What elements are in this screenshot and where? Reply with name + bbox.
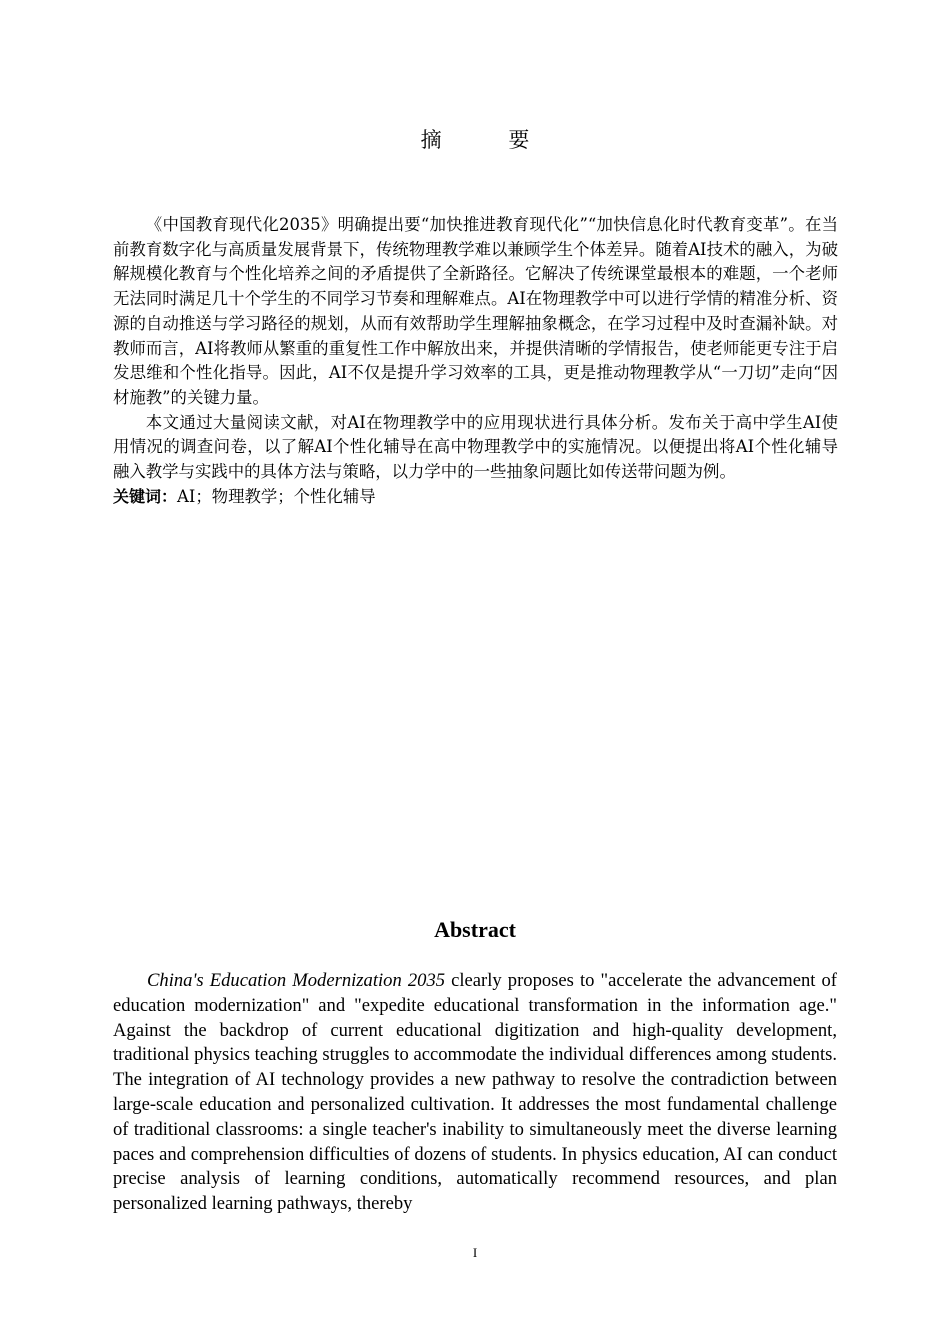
keywords-line xyxy=(113,485,838,510)
english-abstract-paragraph-1 xyxy=(113,969,837,1217)
chinese-abstract-body xyxy=(113,213,838,509)
english-abstract-body xyxy=(113,969,837,1217)
keywords-text: AI；物理教学；个性化辅导 xyxy=(177,486,376,506)
english-abstract-title: Abstract xyxy=(434,917,516,942)
keywords-label: 关键词： xyxy=(113,486,178,506)
chinese-abstract-paragraph-2: 本文通过大量阅读文献，对AI在物理教学中的应用现状进行具体分析。发布关于高中学生AI使用情况的调查问卷，以了解AI个性化辅导在高中物理教学中的实施情况。以便提出将AI个性化辅导融入教学与实践中的具体方法与策略，以力学中的一些抽象问题比如传送带问题为例。 xyxy=(113,412,838,482)
page-number: I xyxy=(472,1245,478,1260)
book-title: China's Education Modernization 2035 xyxy=(147,970,446,991)
english-abstract-paragraph-1-text: clearly proposes to "accelerate the advancement of education modernization" and "expedite educational transformation in the information age." Against the backdrop of current educational digitization and high-quality development, traditional physics teaching struggles to accommodate the individual differences among students. The integration of AI technology provides a new pathway to resolve the contradiction between large-scale education and personalized cultivation. It addresses the most fundamental challenge of traditional classrooms: a single teacher's inability to simultaneously meet the diverse learning paces and comprehension difficulties of dozens of students. In physics education, AI can conduct precise analysis of learning conditions, automatically recommend resources, and plan personalized learning pathways, thereby xyxy=(113,970,837,1215)
chinese-abstract-paragraph-1: 《中国教育现代化2035》明确提出要“加快推进教育现代化”“加快信息化时代教育变革”。在当前教育数字化与高质量发展背景下，传统物理教学难以兼顾学生个体差异。随着AI技术的融入，为破解规模化教育与个性化培养之间的矛盾提供了全新路径。它解决了传统课堂最根本的难题，一个老师无法同时满足几十个学生的不同学习节奏和理解难点。AI在物理教学中可以进行学情的精准分析、资源的自动推送与学习路径的规划，从而有效帮助学生理解抽象概念，在学习过程中及时查漏补缺。对教师而言，AI将教师从繁重的重复性工作中解放出来，并提供清晰的学情报告，使老师能更专注于启发思维和个性化指导。因此，AI不仅是提升学习效率的工具，更是推动物理教学从“一刀切”走向“因材施教”的关键力量。 xyxy=(113,215,838,407)
chinese-abstract-title: 摘 要 xyxy=(420,128,560,152)
